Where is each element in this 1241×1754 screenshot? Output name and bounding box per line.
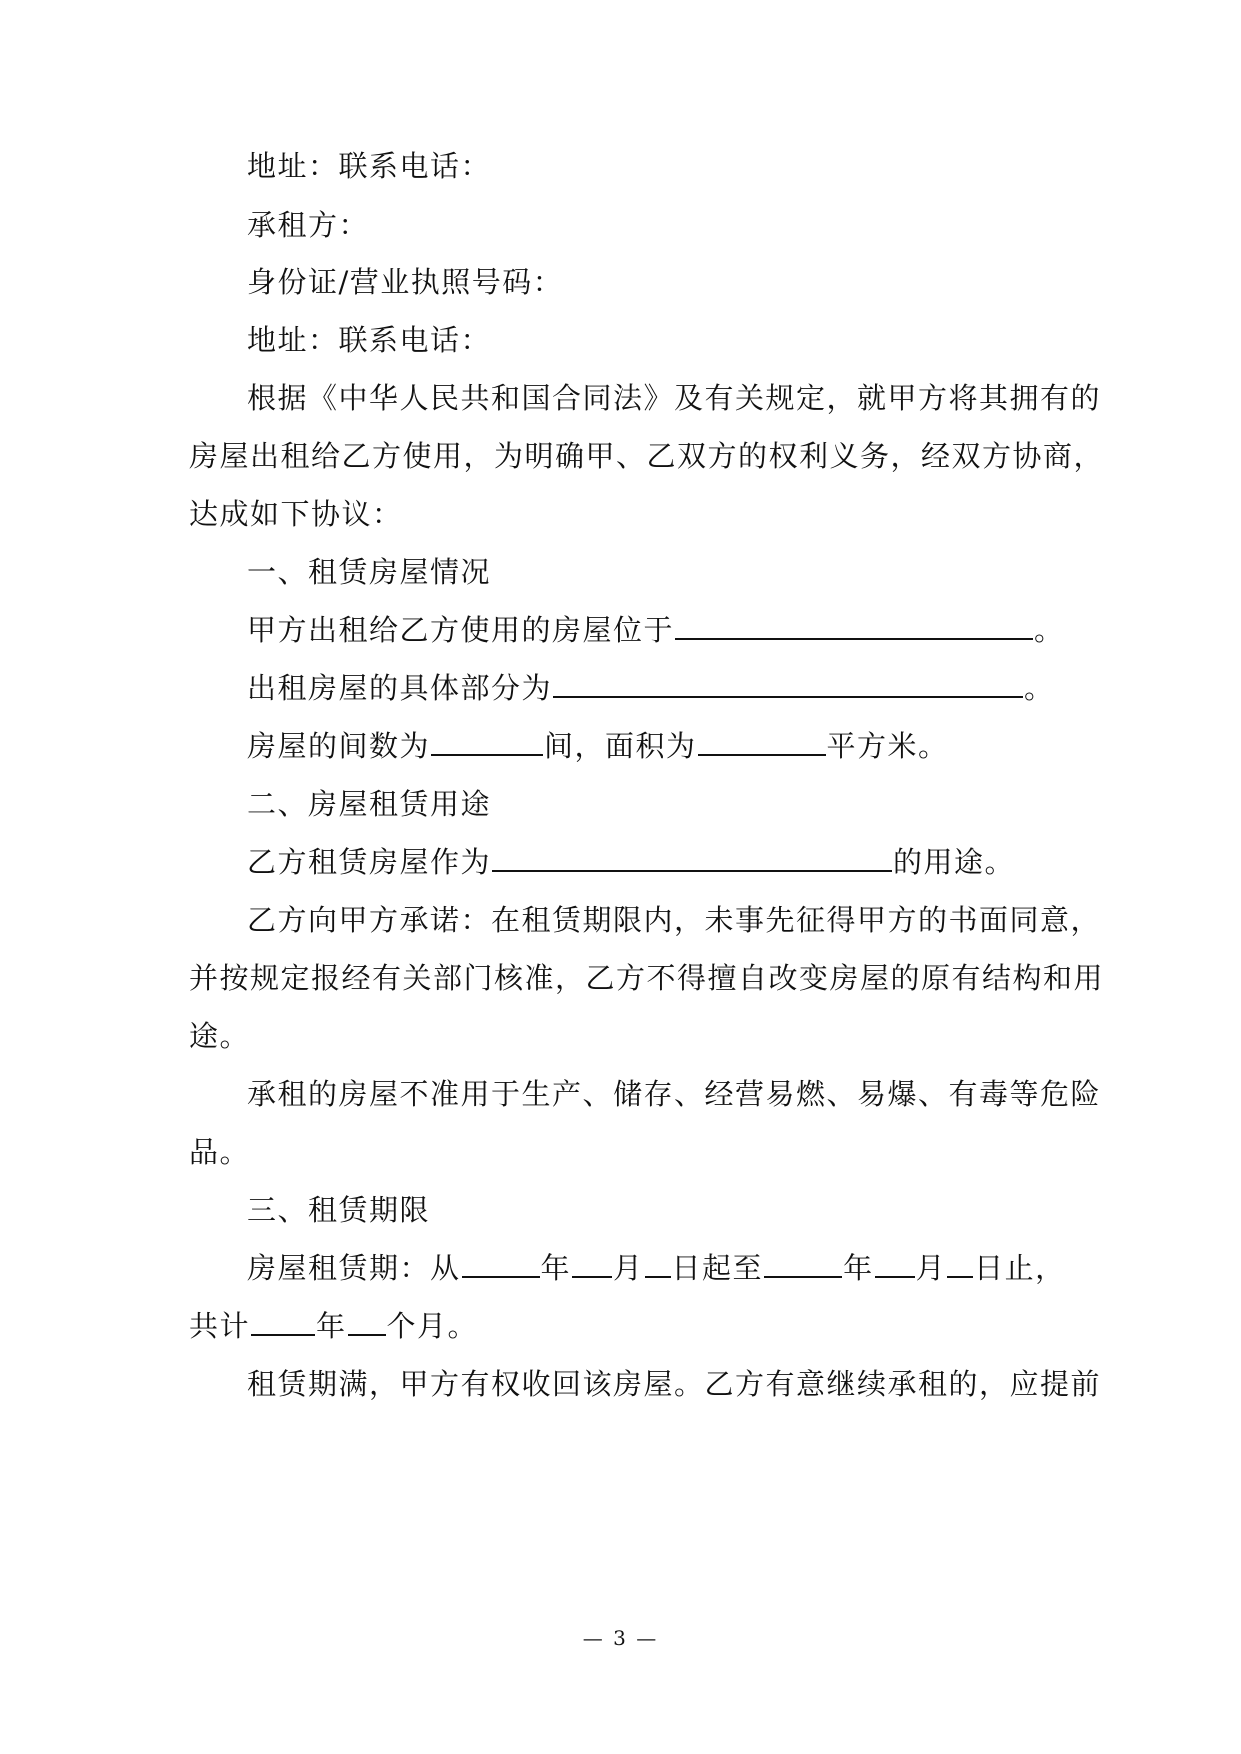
line-text: 出租房屋的具体部分为	[247, 671, 553, 705]
start-month-blank	[572, 1250, 612, 1278]
line-text: 根据《中华人民共和国合同法》及有关规定，就甲方将其拥有的	[247, 381, 1102, 415]
promise-line-1	[247, 900, 1102, 940]
line-text: 乙方租赁房屋作为	[247, 845, 492, 879]
line-text: 的用途。	[893, 845, 1016, 879]
line-text: 。	[1024, 671, 1055, 705]
expiry-line	[247, 1364, 1102, 1404]
house-location-line	[247, 610, 1069, 650]
landlord-address-phone-line	[247, 146, 1069, 186]
start-year-blank	[462, 1250, 540, 1278]
line-text: 共计	[189, 1309, 251, 1343]
tenant-address-phone-line	[247, 320, 1069, 360]
start-day-blank	[645, 1250, 671, 1278]
total-year-blank	[251, 1308, 315, 1336]
prohibition-line-2	[189, 1132, 1069, 1172]
end-year-blank	[764, 1250, 842, 1278]
line-text: 个月。	[386, 1309, 479, 1343]
line-text: 平方米。	[826, 729, 949, 763]
line-text: 房屋出租给乙方使用，为明确甲、乙双方的权利义务，经双方协商，	[189, 439, 1105, 473]
line-text: 甲方出租给乙方使用的房屋位于	[247, 613, 675, 647]
line-text: 月	[915, 1251, 947, 1285]
heading-text: 二、房屋租赁用途	[247, 787, 492, 821]
section-heading-3	[247, 1190, 1069, 1230]
section-heading-1	[247, 552, 1069, 592]
usage-line	[247, 842, 1069, 882]
preamble-line-2	[189, 436, 1105, 476]
tenant-id-line	[247, 262, 1069, 302]
line-text: 身份证/营业执照号码：	[247, 265, 564, 299]
line-text: 。	[1034, 613, 1065, 647]
line-text: 达成如下协议：	[189, 497, 403, 531]
line-text: 地址：联系电话：	[247, 323, 492, 357]
line-text: 并按规定报经有关部门核准，乙方不得擅自改变房屋的原有结构和用	[189, 961, 1105, 995]
page-number: — 3 —	[582, 1626, 659, 1650]
rental-part-blank	[553, 670, 1023, 698]
line-text: 年	[540, 1251, 572, 1285]
area-blank	[698, 728, 826, 756]
line-text: 乙方向甲方承诺：在租赁期限内，未事先征得甲方的书面同意，	[247, 903, 1102, 937]
heading-text: 三、租赁期限	[247, 1193, 431, 1227]
line-text: 房屋的间数为	[247, 729, 431, 763]
end-month-blank	[875, 1250, 915, 1278]
prohibition-line-1	[247, 1074, 1102, 1114]
lease-period-line	[247, 1248, 1069, 1288]
line-text: 间，面积为	[544, 729, 697, 763]
lease-total-line	[189, 1306, 1069, 1346]
room-count-blank	[431, 728, 543, 756]
line-text: 日起至	[671, 1251, 764, 1285]
line-text: 年	[843, 1251, 874, 1285]
line-text: 日止，	[974, 1251, 1066, 1285]
room-count-area-line	[247, 726, 1069, 766]
line-text: 品。	[189, 1135, 251, 1169]
tenant-line	[247, 205, 1069, 245]
end-day-blank	[947, 1250, 973, 1278]
line-text: 地址：联系电话：	[247, 149, 492, 183]
preamble-line-3	[189, 494, 1069, 534]
line-text: 房屋租赁期：从	[247, 1251, 461, 1285]
usage-blank	[492, 844, 892, 872]
promise-line-3	[189, 1016, 1069, 1056]
location-blank	[675, 612, 1033, 640]
heading-text: 一、租赁房屋情况	[247, 555, 492, 589]
total-month-blank	[348, 1308, 386, 1336]
line-text: 年	[316, 1309, 347, 1343]
rental-part-line	[247, 668, 1069, 708]
preamble-line-1	[247, 378, 1102, 418]
line-text: 承租的房屋不准用于生产、储存、经营易燃、易爆、有毒等危险	[247, 1077, 1102, 1111]
line-text: 承租方：	[247, 208, 370, 242]
line-text: 月	[613, 1251, 644, 1285]
line-text: 途。	[189, 1019, 251, 1053]
promise-line-2	[189, 958, 1105, 998]
section-heading-2	[247, 784, 1069, 824]
line-text: 租赁期满，甲方有权收回该房屋。乙方有意继续承租的，应提前	[247, 1367, 1102, 1401]
